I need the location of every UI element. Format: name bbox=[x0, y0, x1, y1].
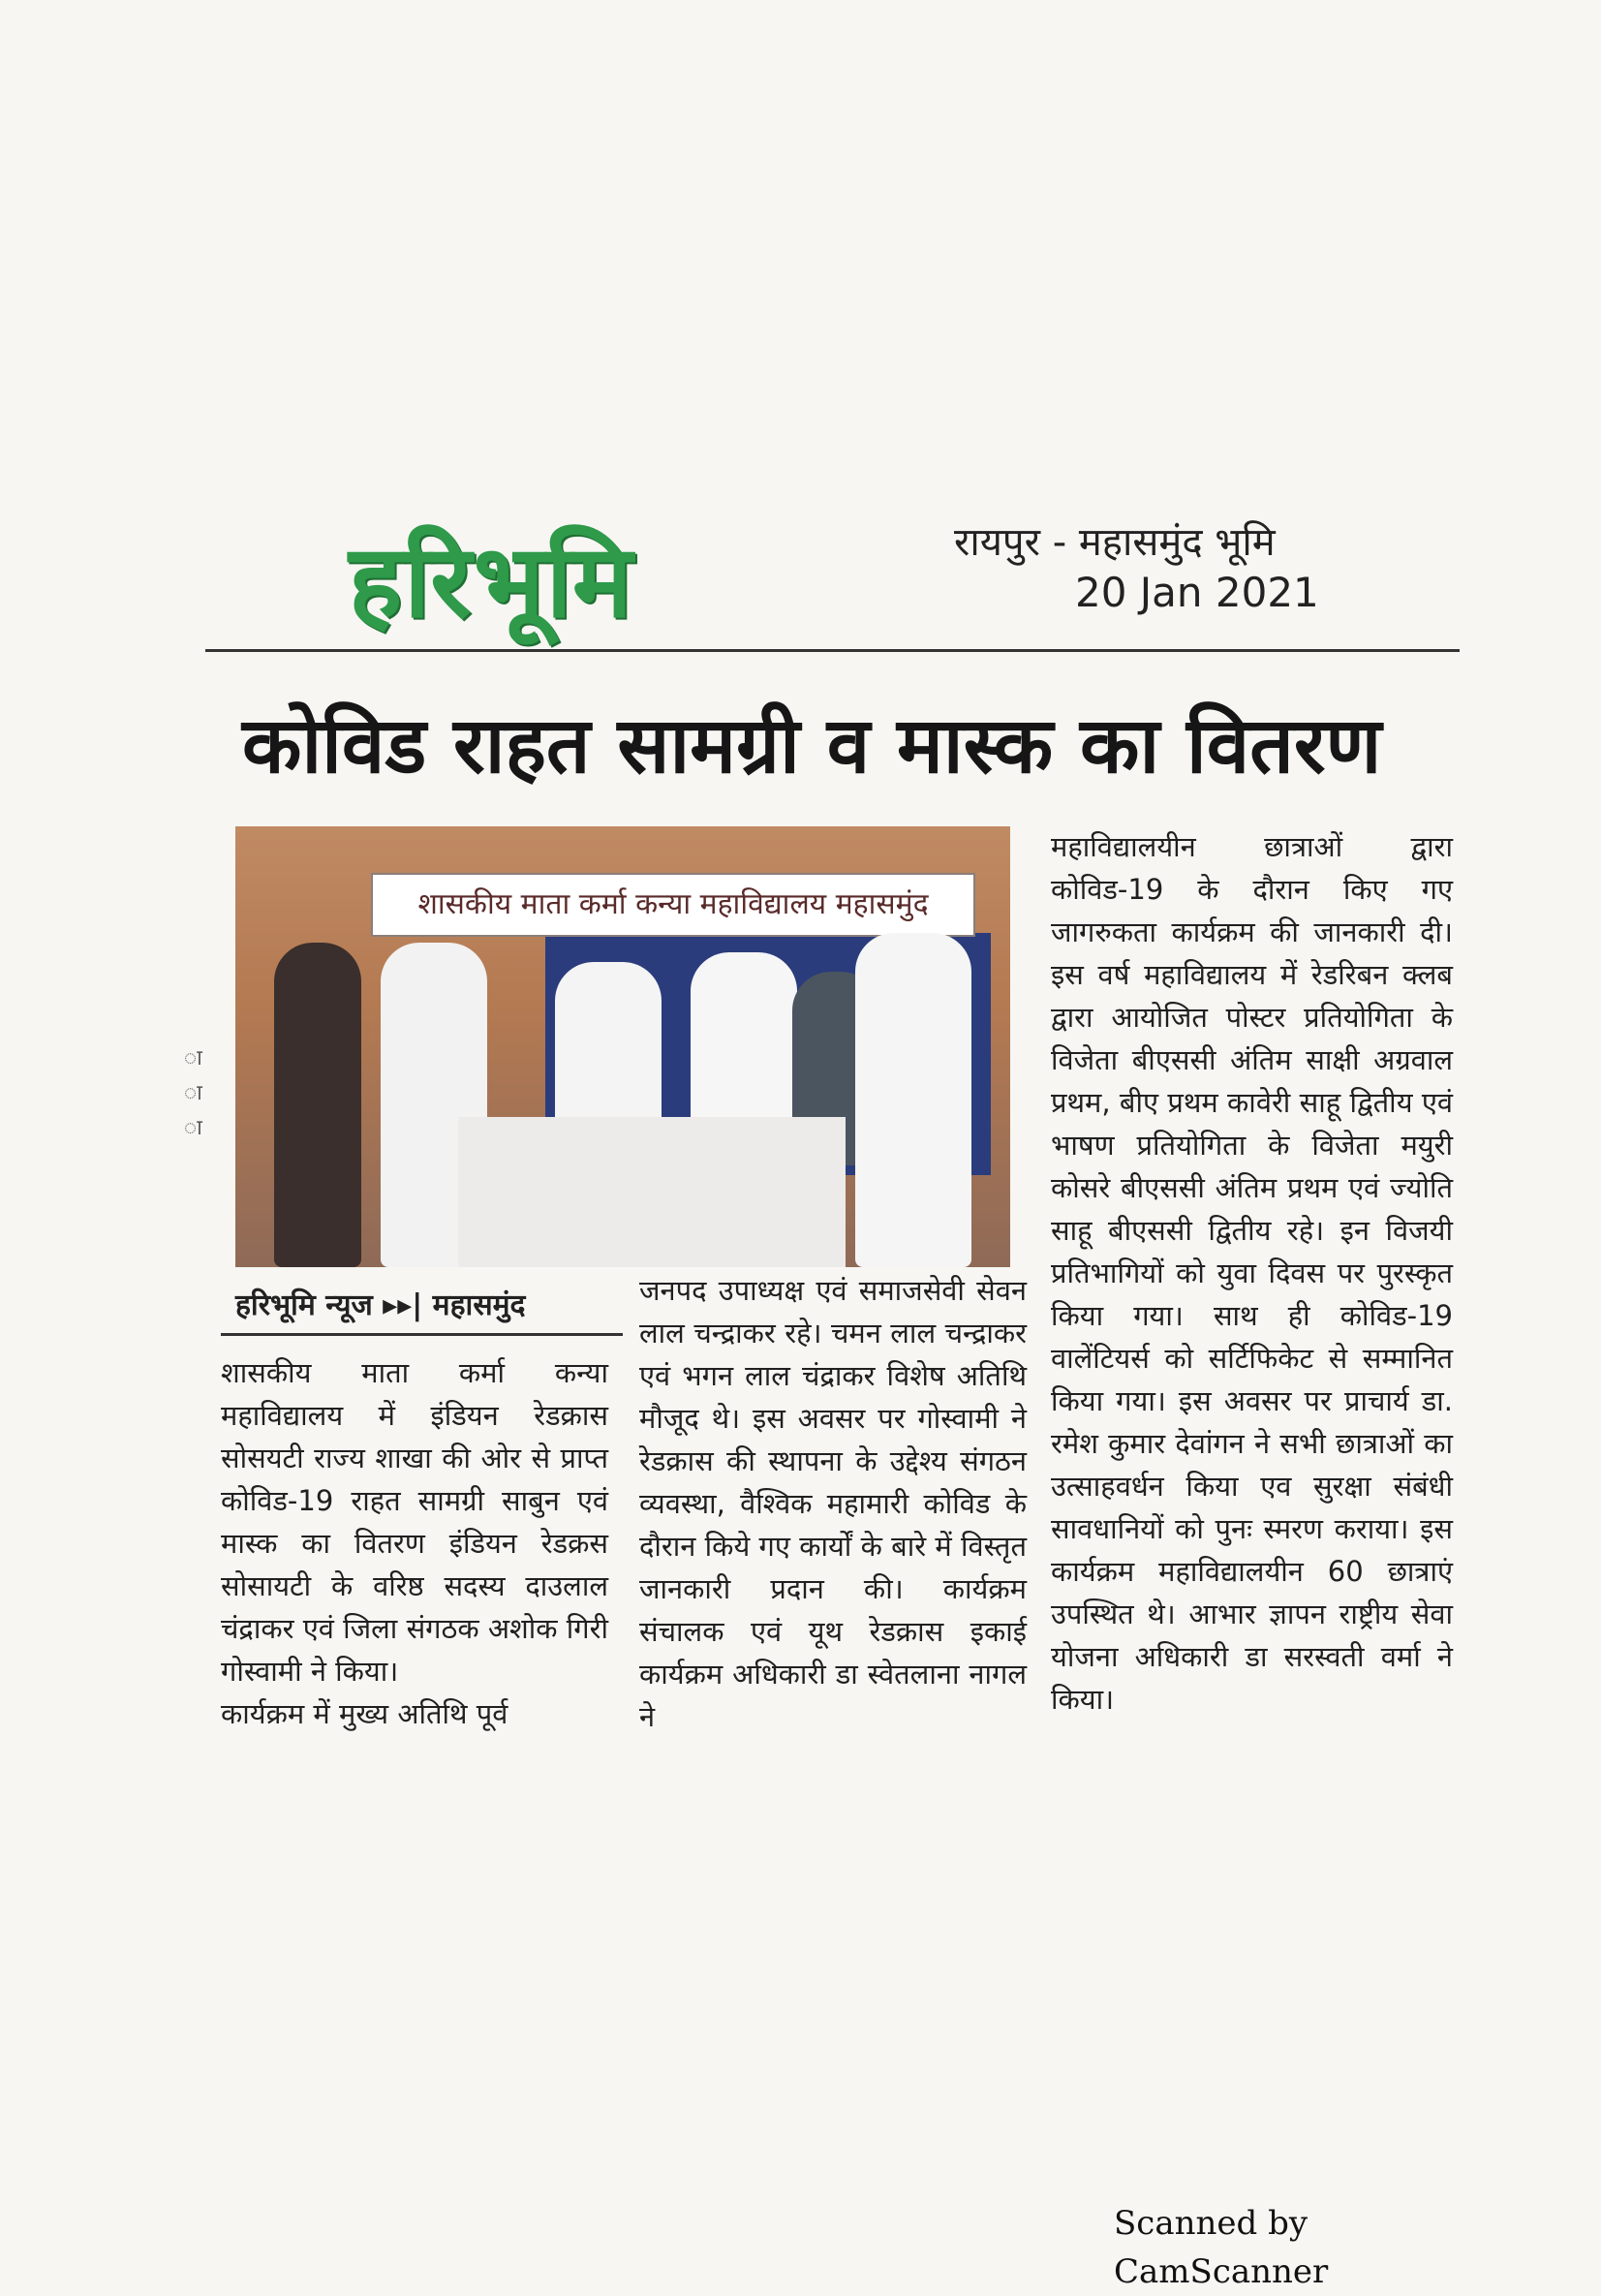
article-byline: हरिभूमि न्यूज ▸▸| महासमुंद bbox=[235, 1288, 526, 1322]
masthead-divider bbox=[205, 649, 1460, 652]
person-figure bbox=[274, 943, 361, 1267]
margin-marks: ा ा ा bbox=[184, 1046, 202, 1140]
publication-date: 20 Jan 2021 bbox=[1075, 569, 1319, 616]
article-column-2: जनपद उपाध्यक्ष एवं समाजसेवी सेवन लाल चन्द्राकर रहे। चमन लाल चन्द्राकर एवं भगन लाल चंद्राकर विशेष अतिथि मौजूद थे। इस अवसर पर गोस्वामी ने रेडक्रास की स्थापना के उद्देश्य संगठन व्यवस्था, वैश्विक महामारी कोविड के दौरान किये गए कार्यों के बारे में विस्तृत जानकारी प्रदान की। कार्यक्रम संचालक एवं यूथ रेडक्रास इकाई कार्यक्रम अधिकारी डा स्वेतलाना नागल ने bbox=[639, 1274, 1027, 1733]
college-banner: शासकीय माता कर्मा कन्या महाविद्यालय महासमुंद bbox=[371, 873, 975, 937]
article-photo bbox=[235, 826, 1010, 1267]
article-column-3: महाविद्यालयीन छात्राओं द्वारा कोविड-19 के दौरान किए गए जागरुकता कार्यक्रम की जानकारी दी। इस वर्ष महाविद्यालय में रेडरिबन क्लब द्वारा आयोजित पोस्टर प्रतियोगिता के विजेता बीएससी अंतिम साक्षी अग्रवाल प्रथम, बीए प्रथम कावेरी साहू द्वितीय एवं भाषण प्रतियोगिता के विजेता मयुरी कोसरे बीएससी अंतिम प्रथम एवं ज्योति साहू बीएससी द्वितीय रहे। इन विजयी प्रतिभागियों को युवा दिवस पर पुरस्कृत किया गया। साथ ही कोविड-19 वालेंटियर्स को सर्टिफिकेट से सम्मानित किया गया। इस अवसर पर प्राचार्य डा. रमेश कुमार देवांगन ने सभी छात्राओं का उत्साहवर्धन किया एव सुरक्षा संबंधी सावधानियों को पुनः स्मरण कराया। इस कार्यक्रम महाविद्यालयीन 60 छात्राएं उपस्थित थे। आभार ज्ञापन राष्ट्रीय सेवा योजना अधिकारी डा सरस्वती वर्मा ने किया। bbox=[1051, 830, 1453, 1716]
masthead-logo: हरिभूमि bbox=[349, 522, 634, 640]
scanner-watermark: Scanned by CamScanner bbox=[1114, 2204, 1329, 2291]
byline-divider bbox=[221, 1333, 623, 1336]
article-column-1: शासकीय माता कर्मा कन्या महाविद्यालय में इंडियन रेडक्रास सोसयटी राज्य शाखा की ओर से प्राप्त कोविड-19 राहत सामग्री साबुन एवं मास्क का वितरण इंडियन रेडक्रस सोसायटी के वरिष्ठ सदस्य दाउलाल चंद्राकर एवं जिला संगठक अशोक गिरी गोस्वामी ने किया। कार्यक्रम में मुख्य अतिथि पूर्व bbox=[221, 1356, 608, 1730]
edition-label: रायपुर - महासमुंद भूमि bbox=[954, 520, 1276, 565]
table-cloth bbox=[458, 1117, 846, 1267]
article-headline: कोविड राहत सामग्री व मास्क का वितरण bbox=[242, 700, 1382, 791]
person-figure bbox=[855, 933, 971, 1267]
